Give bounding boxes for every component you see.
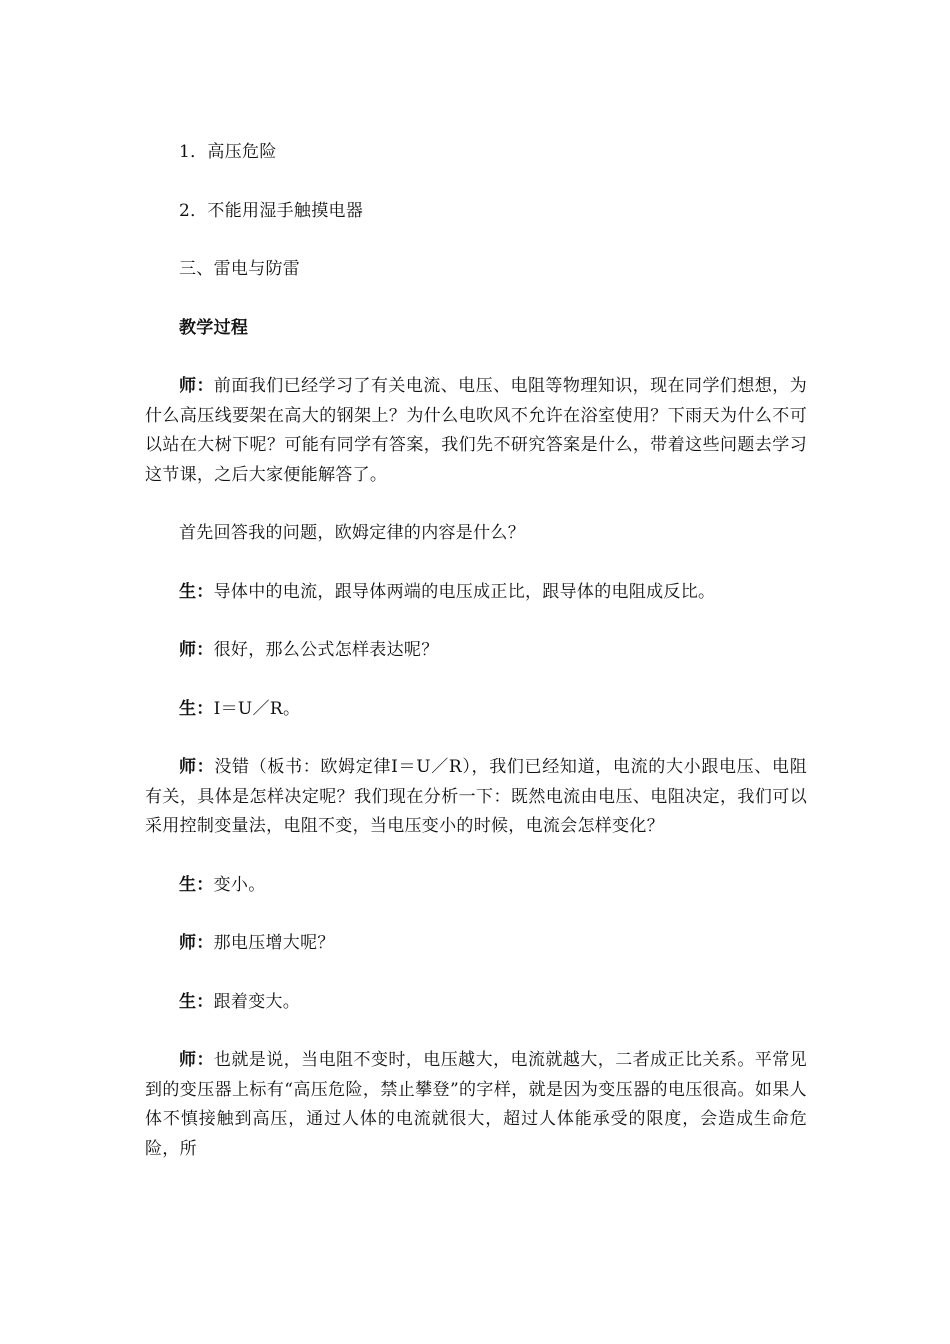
dialogue-paragraph bbox=[145, 519, 807, 549]
speaker-label: 师： bbox=[179, 1050, 214, 1070]
outline-item-3: 三、雷电与防雷 bbox=[179, 259, 301, 279]
dialogue-paragraph bbox=[145, 1046, 807, 1164]
dialogue-paragraph bbox=[145, 871, 807, 901]
speaker-label: 生： bbox=[179, 698, 214, 719]
dialogue-paragraph bbox=[145, 636, 807, 666]
dialogue-text: 导体中的电流，跟导体两端的电压成正比，跟导体的电阻成反比。 bbox=[213, 581, 716, 602]
dialogue-paragraph bbox=[145, 578, 807, 608]
dialogue-paragraph bbox=[145, 372, 807, 490]
section-heading: 教学过程 bbox=[179, 317, 249, 338]
dialogue-paragraph bbox=[145, 988, 807, 1018]
dialogue-text: 那电压增大呢？ bbox=[213, 933, 335, 953]
dialogue-paragraph bbox=[145, 695, 807, 725]
outline-item-1: 1．高压危险 bbox=[179, 142, 277, 162]
dialogue-paragraph bbox=[145, 929, 807, 959]
dialogue-paragraph bbox=[145, 753, 807, 842]
document-page bbox=[145, 138, 807, 1164]
dialogue-text: 跟着变大。 bbox=[213, 991, 301, 1012]
speaker-label: 生： bbox=[179, 874, 214, 895]
dialogue-text: I＝U／R。 bbox=[213, 698, 301, 719]
speaker-label: 师： bbox=[179, 640, 214, 660]
speaker-label: 师： bbox=[179, 757, 215, 777]
speaker-label: 生： bbox=[179, 991, 214, 1012]
dialogue-text: 前面我们已经学习了有关电流、电压、电阻等物理知识，现在同学们想想，为什么高压线要架在高大的钢架上？为什么电吹风不允许在浴室使用？下雨天为什么不可以站在大树下呢？可能有同学有答案，我们先不研究答案是什么，带着这些问题去学习这节课，之后大家便能解答了。 bbox=[145, 376, 807, 485]
dialogue-text: 首先回答我的问题，欧姆定律的内容是什么？ bbox=[179, 523, 525, 543]
dialogue-text: 很好，那么公式怎样表达呢？ bbox=[213, 640, 439, 660]
outline-item-2: 2．不能用湿手触摸电器 bbox=[179, 200, 364, 221]
dialogue-text: 变小。 bbox=[213, 874, 266, 895]
speaker-label: 生： bbox=[179, 581, 214, 602]
speaker-label: 师： bbox=[179, 376, 214, 396]
dialogue-text: 没错（板书：欧姆定律I＝U／R），我们已经知道，电流的大小跟电压、电阻有关，具体是怎样决定呢？我们现在分析一下：既然电流由电压、电阻决定，我们可以采用控制变量法，电阻不变，当电压变小的时候，电流会怎样变化？ bbox=[145, 757, 807, 836]
speaker-label: 师： bbox=[179, 933, 214, 953]
dialogue-text: 也就是说，当电阻不变时，电压越大，电流就越大，二者成正比关系。平常见到的变压器上标有“高压危险，禁止攀登”的字样，就是因为变压器的电压很高。如果人体不慎接触到高压，通过人体的电流就很大，超过人体能承受的限度，会造成生命危险，所 bbox=[145, 1050, 807, 1159]
